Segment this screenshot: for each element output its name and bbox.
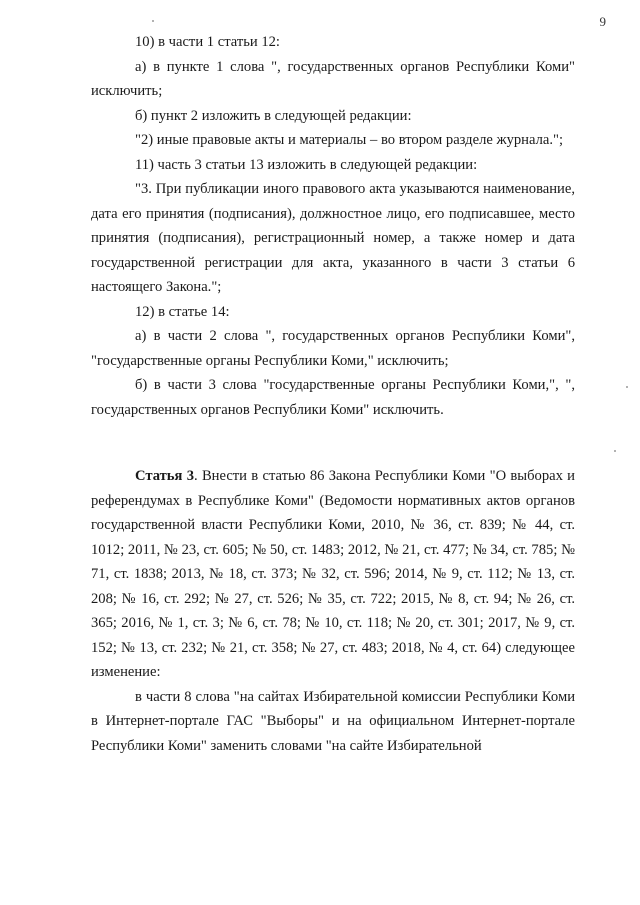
article-3-paragraph <box>91 464 575 685</box>
scan-speck <box>152 20 154 22</box>
paragraph-quote-part-3: "3. При публикации иного правового акта указываются наименование, дата его принятия (подписания), должностное лицо, его подписавшее, место принятия (подписания), регистрационный номер, а также номер и дата государственной регистрации для акта, указанного в части 3 статьи 6 настоящего Закона."; <box>91 181 575 295</box>
paragraph-quote-point-2: "2) иные правовые акты и материалы – во втором разделе журнала."; <box>135 132 563 148</box>
document-body <box>91 30 575 758</box>
paragraph-item-10: 10) в части 1 статьи 12: <box>135 34 280 50</box>
paragraph-item-12: 12) в статье 14: <box>135 303 230 320</box>
paragraph-subitem-a: а) в пункте 1 слова ", государственных органов Республики Коми" исключить; <box>91 58 575 99</box>
article-3-heading: Статья 3 <box>135 468 194 484</box>
page-number: 9 <box>599 14 606 29</box>
article-3-change-paragraph: в части 8 слова "на сайтах Избирательной комиссии Республики Коми в Интернет-портале ГАС "Выборы" и на официальном Интернет-портале Республики Коми" заменить словами "на сайте Избирательной <box>91 688 575 754</box>
section-gap <box>91 422 575 464</box>
paragraph-item-12-b: б) в части 3 слова "государственные органы Республики Коми,", ", государственных органов Республики Коми" исключить. <box>91 377 575 418</box>
paragraph-item-12-a: а) в части 2 слова ", государственных органов Республики Коми", "государственные органы Республики Коми," исключить; <box>91 328 575 369</box>
scan-speck <box>626 386 628 388</box>
paragraph-item-11: 11) часть 3 статьи 13 изложить в следующей редакции: <box>135 156 478 173</box>
article-3-text: . Внести в статью 86 Закона Республики Коми "О выборах и референдумах в Республике Коми" (Ведомости нормативных актов органов государственной власти Республики Коми, 2010, № 36, ст. 839; № 44, ст. 1012; 2011, № 23, ст. 605; № 50, ст. 1483; 2012, № 21, ст. 477; № 34, ст. 785; № 71, ст. 1838; 2013, № 18, ст. 373; № 32, ст. 596; 2014, № 9, ст. 112; № 13, ст. 208; № 16, ст. 292; № 27, ст. 526; № 35, ст. 722; 2015, № 8, ст. 94; № 26, ст. 365; 2016, № 1, ст. 3; № 6, ст. 78; № 10, ст. 118; № 20, ст. 301; 2017, № 9, ст. 152; № 13, ст. 232; № 21, ст. 358; № 27, ст. 483; 2018, № 4, ст. 64) следующее изменение: <box>91 468 575 680</box>
scan-speck <box>614 450 616 452</box>
paragraph-subitem-b: б) пункт 2 изложить в следующей редакции: <box>135 107 412 124</box>
